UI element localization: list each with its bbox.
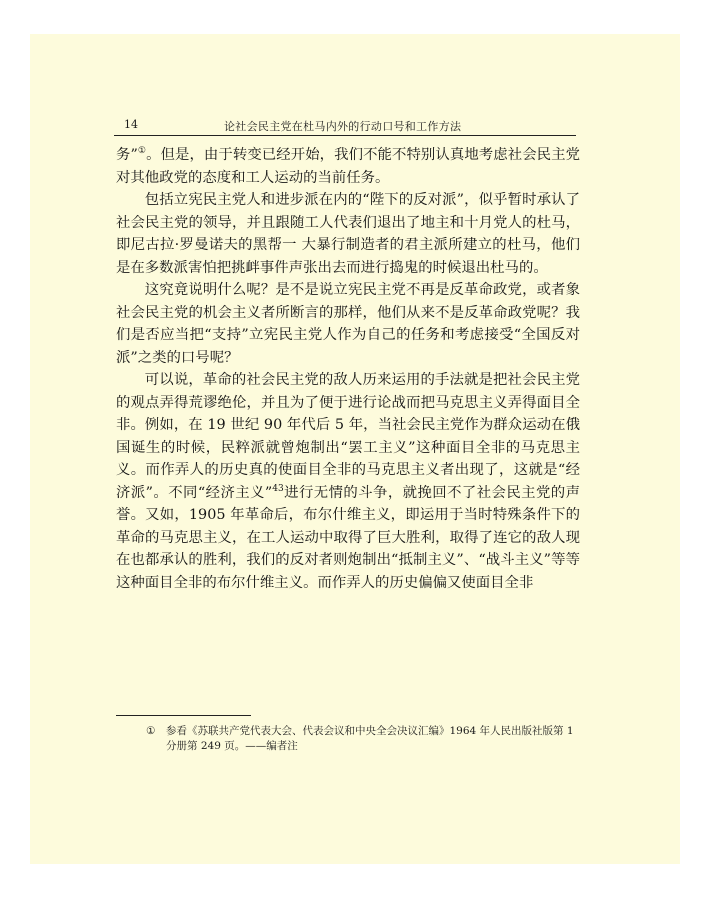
footnote-text: 参看《苏联共产党代表大会、代表会议和中央全会决议汇编》1964 年人民出版社版第 1 分册第 249 页。——编者注 [166, 725, 574, 752]
footnote-reference: ① [137, 146, 147, 157]
paragraph-4-part-b: 进行无情的斗争，就挽回不了社会民主党的声誉。又如，1905 年革命后，布尔什维主义，即运用于当时特殊条件下的革命的马克思主义，在工人运动中取得了巨大胜利，取得了连它的敌人现在也都承认的胜利，我们的反对者则炮制出“抵制主义”、“战斗主义”等等这种面目全非的布尔什维主义。而作弄人的历史偏偏又使面目全非 [116, 484, 580, 591]
paragraph-4-part-a: 可以说，革命的社会民主党的敌人历来运用的手法就是把社会民主党的观点弄得荒谬绝伦，并且为了便于进行论战而把马克思主义弄得面目全非。例如，在 19 世纪 90 年代后 5 年，当社会民主党作为群众运动在俄国诞生的时候，民粹派就曾炮制出“罢工主义”这种面目全非的马克思主义。而作弄人的历史真的使面目全非的马克思主义者出现了，这就是“经济派”。不同“经济主义” [116, 372, 580, 501]
endnote-reference: 43 [272, 483, 284, 494]
page-number: 14 [124, 118, 138, 131]
footnote-mark: ① [146, 725, 156, 737]
footnote-divider [116, 715, 251, 716]
running-title: 论社会民主党在杜马内外的行动口号和工作方法 [224, 120, 462, 133]
paragraph-4 [116, 369, 580, 594]
body-text [116, 144, 580, 594]
paragraph-1-start: 务” [116, 147, 138, 163]
paragraph-3: 这究竟说明什么呢？是不是说立宪民主党不再是反革命政党，或者象社会民主党的机会主义者所断言的那样，他们从来不是反革命政党呢？我们是否应当把“支持”立宪民主党人作为自己的任务和考虑接受“全国反对派”之类的口号呢？ [116, 282, 580, 366]
paragraph-1 [116, 144, 580, 189]
paragraph-1-rest: 。但是，由于转变已经开始，我们不能不特别认真地考虑社会民主党对其他政党的态度和工人运动的当前任务。 [116, 147, 580, 186]
footnote [146, 724, 578, 754]
paragraph-2: 包括立宪民主党人和进步派在内的“陛下的反对派”，似乎暂时承认了社会民主党的领导，并且跟随工人代表们退出了地主和十月党人的杜马，即尼古拉·罗曼诺夫的黑帮一 大暴行制造者的君主派所建立的杜马，他们是在多数派害怕把挑衅事件声张出去而进行捣鬼的时候退出杜马的。 [116, 192, 580, 276]
page-header [114, 115, 576, 136]
